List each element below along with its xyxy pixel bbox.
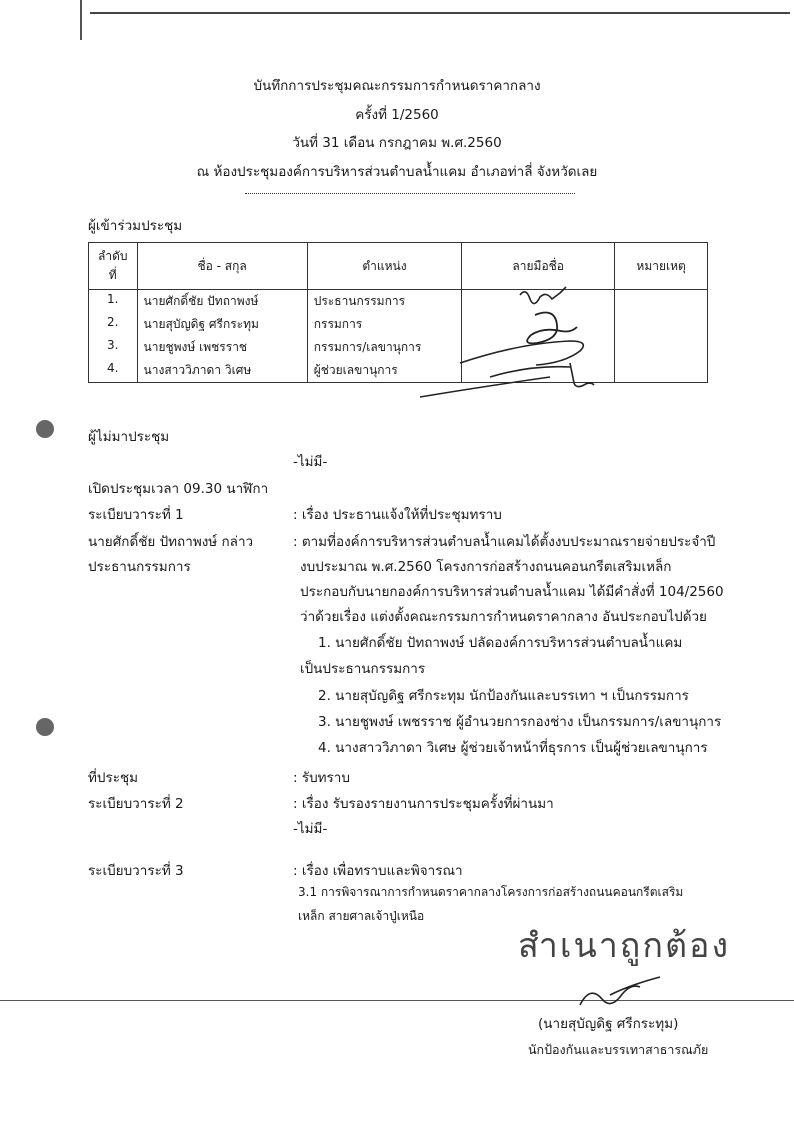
row-name: นายชูพงษ์ เพชรราช	[137, 336, 307, 359]
row-number: 4.	[89, 359, 138, 383]
row-position: ประธานกรรมการ	[307, 290, 461, 314]
committee-member: 4. นางสาววิภาดา วิเศษ ผู้ช่วยเจ้าหน้าที่ธุรการ เป็นผู้ช่วยเลขานุการ	[318, 740, 708, 756]
punch-hole-mark	[36, 420, 54, 438]
agenda-1-line: ประกอบกับนายกองค์การบริหารส่วนตำบลน้ำแคม ได้มีคำสั่งที่ 104/2560	[300, 584, 724, 600]
committee-member: 2. นายสุบัญดิฐ ศรีกระทุม นักป้องกันและบรรเทา ฯ เป็นกรรมการ	[318, 688, 689, 704]
dotted-separator	[245, 193, 575, 194]
agenda-2-subject: : เรื่อง รับรองรายงานการประชุมครั้งที่ผ่านมา	[293, 796, 554, 812]
agenda-1-label: ระเบียบวาระที่ 1	[88, 507, 184, 523]
meeting-session: ครั้งที่ 1/2560	[355, 107, 439, 123]
header-signature: ลายมือชื่อ	[462, 243, 615, 290]
header-position: ตำแหน่ง	[307, 243, 461, 290]
agenda-2-value: -ไม่มี-	[293, 821, 328, 837]
attendees-label: ผู้เข้าร่วมประชุม	[88, 218, 183, 234]
meeting-venue: ณ ห้องประชุมองค์การบริหารส่วนตำบลน้ำแคม อำเภอท่าลี่ จังหวัดเลย	[196, 164, 598, 180]
handwritten-signatures	[400, 285, 640, 405]
agenda-3-item: 3.1 การพิจารณาการกำหนดราคากลางโครงการก่อสร้างถนนคอนกรีตเสริม	[298, 885, 684, 899]
punch-hole-mark	[36, 718, 54, 736]
meeting-date: วันที่ 31 เดือน กรกฎาคม พ.ศ.2560	[292, 135, 502, 151]
certified-copy-stamp: สำเนาถูกต้อง	[518, 926, 731, 966]
resolution-label: ที่ประชุม	[88, 770, 139, 786]
committee-member: เป็นประธานกรรมการ	[300, 661, 426, 677]
agenda-1-speaker-role: ประธานกรรมการ	[88, 559, 191, 575]
agenda-1-line: งบประมาณ พ.ศ.2560 โครงการก่อสร้างถนนคอนกรีตเสริมเหล็ก	[300, 559, 672, 575]
scan-border-top	[90, 12, 790, 14]
header-number: ลำดับที่	[89, 243, 138, 290]
agenda-3-label: ระเบียบวาระที่ 3	[88, 863, 184, 879]
agenda-3-subject: : เรื่อง เพื่อทราบและพิจารณา	[293, 863, 463, 879]
opening-time: เปิดประชุมเวลา 09.30 นาฬิกา	[88, 481, 269, 497]
agenda-2-label: ระเบียบวาระที่ 2	[88, 796, 184, 812]
agenda-1-line: ว่าด้วยเรื่อง แต่งตั้งคณะกรรมการกำหนดราคากลาง อันประกอบไปด้วย	[300, 609, 707, 625]
committee-member: 1. นายศักดิ์ชัย ปัทถาพงษ์ ปลัดองค์การบริหารส่วนตำบลน้ำแคม	[318, 635, 683, 651]
agenda-1-speaker: นายศักดิ์ชัย ปัทถาพงษ์ กล่าว	[88, 534, 254, 550]
scan-border-bottom	[0, 1000, 794, 1001]
signer-name: (นายสุบัญดิฐ ศรีกระทุม)	[538, 1016, 679, 1032]
signer-signature	[570, 975, 670, 1015]
header-remark: หมายเหตุ	[615, 243, 708, 290]
row-name: นางสาววิภาดา วิเศษ	[137, 359, 307, 383]
row-number: 2.	[89, 313, 138, 336]
row-name: นายศักดิ์ชัย ปัทถาพงษ์	[137, 290, 307, 314]
row-position: กรรมการ/เลขานุการ	[307, 336, 461, 359]
row-number: 3.	[89, 336, 138, 359]
scan-border-left	[80, 0, 82, 40]
document-title: บันทึกการประชุมคณะกรรมการกำหนดราคากลาง	[253, 78, 541, 94]
resolution-value: : รับทราบ	[293, 770, 350, 786]
header-name: ชื่อ - สกุล	[137, 243, 307, 290]
committee-member: 3. นายชูพงษ์ เพชรราช ผู้อำนวยการกองช่าง เป็นกรรมการ/เลขานุการ	[318, 714, 722, 730]
row-position: ผู้ช่วยเลขานุการ	[307, 359, 461, 383]
agenda-1-subject: : เรื่อง ประธานแจ้งให้ที่ประชุมทราบ	[293, 507, 502, 523]
row-name: นายสุบัญดิฐ ศรีกระทุม	[137, 313, 307, 336]
agenda-1-line: : ตามที่องค์การบริหารส่วนตำบลน้ำแคมได้ตั้งงบประมาณรายจ่ายประจำปี	[293, 534, 716, 550]
agenda-3-item-cont: เหล็ก สายศาลเจ้าปู่เหนือ	[298, 909, 425, 923]
signer-title: นักป้องกันและบรรเทาสาธารณภัย	[528, 1042, 709, 1057]
absent-label: ผู้ไม่มาประชุม	[88, 429, 170, 445]
row-number: 1.	[89, 290, 138, 314]
row-position: กรรมการ	[307, 313, 461, 336]
absent-value: -ไม่มี-	[293, 454, 328, 470]
